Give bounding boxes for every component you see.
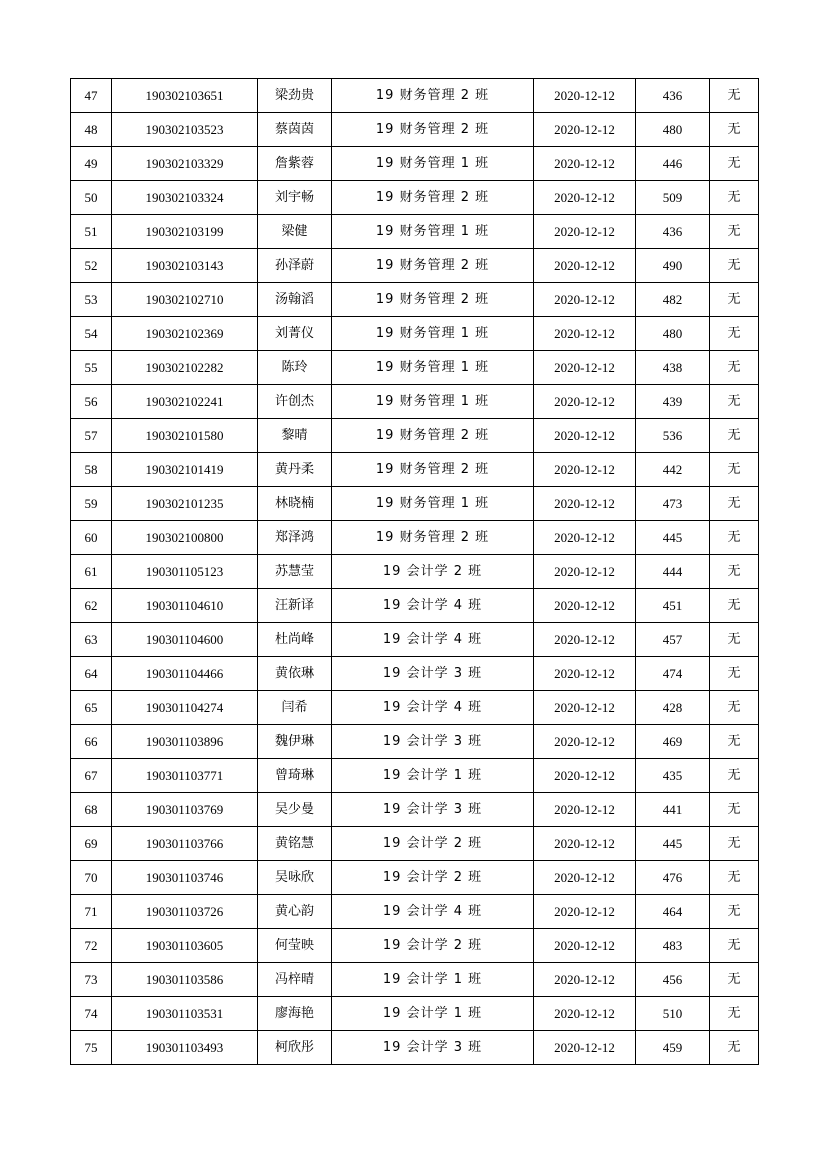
table-row — [71, 589, 759, 623]
row-number-cell: 48 — [71, 113, 112, 147]
student-name-cell: 吴少曼 — [258, 793, 332, 827]
remark-cell: 无 — [710, 555, 759, 589]
remark-cell: 无 — [710, 113, 759, 147]
student-name-cell: 柯欣彤 — [258, 1031, 332, 1065]
table-row — [71, 861, 759, 895]
score-cell: 457 — [636, 623, 710, 657]
exam-date-cell: 2020-12-12 — [534, 895, 636, 929]
remark-cell: 无 — [710, 215, 759, 249]
student-name-cell: 林晓楠 — [258, 487, 332, 521]
remark-cell: 无 — [710, 317, 759, 351]
score-cell: 483 — [636, 929, 710, 963]
student-id-cell: 190302103329 — [112, 147, 258, 181]
student-name-cell: 刘宇畅 — [258, 181, 332, 215]
table-row — [71, 317, 759, 351]
exam-date-cell: 2020-12-12 — [534, 453, 636, 487]
student-id-cell: 190301105123 — [112, 555, 258, 589]
exam-date-cell: 2020-12-12 — [534, 283, 636, 317]
remark-cell: 无 — [710, 895, 759, 929]
row-number-cell: 47 — [71, 79, 112, 113]
exam-date-cell: 2020-12-12 — [534, 147, 636, 181]
table-row — [71, 759, 759, 793]
table-row — [71, 555, 759, 589]
student-name-cell: 曾琦琳 — [258, 759, 332, 793]
student-name-cell: 刘菁仪 — [258, 317, 332, 351]
class-name-cell: 19 会计学 3 班 — [332, 1031, 534, 1065]
remark-cell: 无 — [710, 657, 759, 691]
table-row — [71, 113, 759, 147]
score-cell: 469 — [636, 725, 710, 759]
exam-date-cell: 2020-12-12 — [534, 1031, 636, 1065]
score-cell: 473 — [636, 487, 710, 521]
score-cell: 442 — [636, 453, 710, 487]
table-row — [71, 793, 759, 827]
student-name-cell: 黄丹柔 — [258, 453, 332, 487]
student-id-cell: 190301104610 — [112, 589, 258, 623]
row-number-cell: 56 — [71, 385, 112, 419]
student-id-cell: 190302101419 — [112, 453, 258, 487]
score-cell: 480 — [636, 317, 710, 351]
student-name-cell: 魏伊琳 — [258, 725, 332, 759]
class-name-cell: 19 财务管理 2 班 — [332, 453, 534, 487]
score-cell: 446 — [636, 147, 710, 181]
class-name-cell: 19 财务管理 2 班 — [332, 249, 534, 283]
remark-cell: 无 — [710, 929, 759, 963]
student-id-cell: 190301103726 — [112, 895, 258, 929]
class-name-cell: 19 会计学 3 班 — [332, 793, 534, 827]
table-row — [71, 453, 759, 487]
score-cell: 474 — [636, 657, 710, 691]
score-cell: 444 — [636, 555, 710, 589]
class-name-cell: 19 会计学 1 班 — [332, 759, 534, 793]
table-row — [71, 623, 759, 657]
student-id-cell: 190302103143 — [112, 249, 258, 283]
student-id-cell: 190301103746 — [112, 861, 258, 895]
remark-cell: 无 — [710, 759, 759, 793]
class-name-cell: 19 财务管理 2 班 — [332, 113, 534, 147]
student-id-cell: 190302102369 — [112, 317, 258, 351]
table-row — [71, 181, 759, 215]
table-row — [71, 487, 759, 521]
student-id-cell: 190302102282 — [112, 351, 258, 385]
student-name-cell: 吴咏欣 — [258, 861, 332, 895]
score-cell: 456 — [636, 963, 710, 997]
class-name-cell: 19 会计学 4 班 — [332, 691, 534, 725]
score-cell: 439 — [636, 385, 710, 419]
score-cell: 510 — [636, 997, 710, 1031]
student-name-cell: 詹紫蓉 — [258, 147, 332, 181]
score-cell: 536 — [636, 419, 710, 453]
student-id-cell: 190301103586 — [112, 963, 258, 997]
row-number-cell: 64 — [71, 657, 112, 691]
exam-date-cell: 2020-12-12 — [534, 351, 636, 385]
class-name-cell: 19 会计学 4 班 — [332, 895, 534, 929]
table-row — [71, 419, 759, 453]
table-body — [71, 79, 759, 1065]
student-id-cell: 190302103199 — [112, 215, 258, 249]
row-number-cell: 50 — [71, 181, 112, 215]
table-row — [71, 249, 759, 283]
class-name-cell: 19 会计学 2 班 — [332, 827, 534, 861]
row-number-cell: 73 — [71, 963, 112, 997]
student-name-cell: 陈玲 — [258, 351, 332, 385]
exam-date-cell: 2020-12-12 — [534, 827, 636, 861]
row-number-cell: 66 — [71, 725, 112, 759]
row-number-cell: 69 — [71, 827, 112, 861]
student-id-cell: 190301104466 — [112, 657, 258, 691]
remark-cell: 无 — [710, 181, 759, 215]
table-row — [71, 691, 759, 725]
student-name-cell: 冯梓晴 — [258, 963, 332, 997]
score-cell: 480 — [636, 113, 710, 147]
remark-cell: 无 — [710, 249, 759, 283]
row-number-cell: 75 — [71, 1031, 112, 1065]
table-row — [71, 147, 759, 181]
exam-date-cell: 2020-12-12 — [534, 317, 636, 351]
score-cell: 482 — [636, 283, 710, 317]
exam-date-cell: 2020-12-12 — [534, 963, 636, 997]
exam-date-cell: 2020-12-12 — [534, 691, 636, 725]
student-name-cell: 黎晴 — [258, 419, 332, 453]
class-name-cell: 19 财务管理 1 班 — [332, 351, 534, 385]
student-name-cell: 许创杰 — [258, 385, 332, 419]
exam-date-cell: 2020-12-12 — [534, 555, 636, 589]
remark-cell: 无 — [710, 453, 759, 487]
table-row — [71, 215, 759, 249]
remark-cell: 无 — [710, 147, 759, 181]
exam-date-cell: 2020-12-12 — [534, 249, 636, 283]
table-row — [71, 997, 759, 1031]
score-cell: 445 — [636, 827, 710, 861]
class-name-cell: 19 财务管理 2 班 — [332, 283, 534, 317]
remark-cell: 无 — [710, 793, 759, 827]
remark-cell: 无 — [710, 725, 759, 759]
student-name-cell: 汤翰滔 — [258, 283, 332, 317]
class-name-cell: 19 财务管理 2 班 — [332, 181, 534, 215]
student-name-cell: 梁劲贵 — [258, 79, 332, 113]
class-name-cell: 19 会计学 4 班 — [332, 623, 534, 657]
row-number-cell: 55 — [71, 351, 112, 385]
class-name-cell: 19 财务管理 1 班 — [332, 385, 534, 419]
row-number-cell: 49 — [71, 147, 112, 181]
student-id-cell: 190301103766 — [112, 827, 258, 861]
exam-date-cell: 2020-12-12 — [534, 793, 636, 827]
class-name-cell: 19 财务管理 1 班 — [332, 317, 534, 351]
class-name-cell: 19 会计学 2 班 — [332, 555, 534, 589]
class-name-cell: 19 会计学 2 班 — [332, 929, 534, 963]
exam-date-cell: 2020-12-12 — [534, 725, 636, 759]
score-cell: 428 — [636, 691, 710, 725]
student-id-cell: 190301103605 — [112, 929, 258, 963]
student-id-cell: 190302102241 — [112, 385, 258, 419]
row-number-cell: 71 — [71, 895, 112, 929]
class-name-cell: 19 财务管理 2 班 — [332, 521, 534, 555]
student-name-cell: 廖海艳 — [258, 997, 332, 1031]
student-id-cell: 190301104600 — [112, 623, 258, 657]
student-id-cell: 190301103531 — [112, 997, 258, 1031]
student-id-cell: 190301103493 — [112, 1031, 258, 1065]
remark-cell: 无 — [710, 827, 759, 861]
row-number-cell: 70 — [71, 861, 112, 895]
score-cell: 436 — [636, 79, 710, 113]
exam-date-cell: 2020-12-12 — [534, 521, 636, 555]
row-number-cell: 51 — [71, 215, 112, 249]
row-number-cell: 67 — [71, 759, 112, 793]
table-row — [71, 283, 759, 317]
remark-cell: 无 — [710, 419, 759, 453]
remark-cell: 无 — [710, 283, 759, 317]
score-cell: 464 — [636, 895, 710, 929]
student-name-cell: 杜尚峰 — [258, 623, 332, 657]
table-row — [71, 725, 759, 759]
remark-cell: 无 — [710, 487, 759, 521]
row-number-cell: 74 — [71, 997, 112, 1031]
table-row — [71, 895, 759, 929]
row-number-cell: 68 — [71, 793, 112, 827]
class-name-cell: 19 会计学 3 班 — [332, 725, 534, 759]
score-cell: 509 — [636, 181, 710, 215]
score-cell: 476 — [636, 861, 710, 895]
class-name-cell: 19 财务管理 1 班 — [332, 487, 534, 521]
student-name-cell: 黄心韵 — [258, 895, 332, 929]
class-name-cell: 19 会计学 1 班 — [332, 997, 534, 1031]
class-name-cell: 19 财务管理 2 班 — [332, 79, 534, 113]
exam-date-cell: 2020-12-12 — [534, 623, 636, 657]
exam-date-cell: 2020-12-12 — [534, 929, 636, 963]
remark-cell: 无 — [710, 521, 759, 555]
exam-date-cell: 2020-12-12 — [534, 487, 636, 521]
class-name-cell: 19 会计学 1 班 — [332, 963, 534, 997]
student-name-cell: 汪新译 — [258, 589, 332, 623]
student-name-cell: 黄依琳 — [258, 657, 332, 691]
student-id-cell: 190302101235 — [112, 487, 258, 521]
remark-cell: 无 — [710, 997, 759, 1031]
score-cell: 490 — [636, 249, 710, 283]
table-row — [71, 79, 759, 113]
student-name-cell: 何莹映 — [258, 929, 332, 963]
table-row — [71, 351, 759, 385]
remark-cell: 无 — [710, 589, 759, 623]
table-row — [71, 827, 759, 861]
exam-date-cell: 2020-12-12 — [534, 861, 636, 895]
remark-cell: 无 — [710, 861, 759, 895]
row-number-cell: 54 — [71, 317, 112, 351]
score-cell: 441 — [636, 793, 710, 827]
student-name-cell: 孙泽蔚 — [258, 249, 332, 283]
remark-cell: 无 — [710, 79, 759, 113]
row-number-cell: 61 — [71, 555, 112, 589]
remark-cell: 无 — [710, 385, 759, 419]
class-name-cell: 19 会计学 2 班 — [332, 861, 534, 895]
student-name-cell: 黄铭慧 — [258, 827, 332, 861]
remark-cell: 无 — [710, 963, 759, 997]
student-id-cell: 190302103324 — [112, 181, 258, 215]
row-number-cell: 52 — [71, 249, 112, 283]
exam-date-cell: 2020-12-12 — [534, 79, 636, 113]
remark-cell: 无 — [710, 691, 759, 725]
table-row — [71, 929, 759, 963]
class-name-cell: 19 财务管理 2 班 — [332, 419, 534, 453]
row-number-cell: 72 — [71, 929, 112, 963]
exam-date-cell: 2020-12-12 — [534, 215, 636, 249]
exam-date-cell: 2020-12-12 — [534, 419, 636, 453]
exam-date-cell: 2020-12-12 — [534, 181, 636, 215]
score-table — [70, 78, 759, 1065]
class-name-cell: 19 会计学 3 班 — [332, 657, 534, 691]
score-cell: 438 — [636, 351, 710, 385]
row-number-cell: 65 — [71, 691, 112, 725]
row-number-cell: 58 — [71, 453, 112, 487]
student-name-cell: 苏慧莹 — [258, 555, 332, 589]
score-cell: 436 — [636, 215, 710, 249]
row-number-cell: 59 — [71, 487, 112, 521]
remark-cell: 无 — [710, 623, 759, 657]
table-row — [71, 657, 759, 691]
class-name-cell: 19 财务管理 1 班 — [332, 147, 534, 181]
student-id-cell: 190301103771 — [112, 759, 258, 793]
student-id-cell: 190302100800 — [112, 521, 258, 555]
table-row — [71, 385, 759, 419]
class-name-cell: 19 财务管理 1 班 — [332, 215, 534, 249]
remark-cell: 无 — [710, 1031, 759, 1065]
student-id-cell: 190302103651 — [112, 79, 258, 113]
row-number-cell: 53 — [71, 283, 112, 317]
exam-date-cell: 2020-12-12 — [534, 113, 636, 147]
student-id-cell: 190301104274 — [112, 691, 258, 725]
student-name-cell: 梁健 — [258, 215, 332, 249]
student-name-cell: 闫希 — [258, 691, 332, 725]
table-row — [71, 963, 759, 997]
remark-cell: 无 — [710, 351, 759, 385]
score-cell: 435 — [636, 759, 710, 793]
student-name-cell: 郑泽鸿 — [258, 521, 332, 555]
row-number-cell: 57 — [71, 419, 112, 453]
exam-date-cell: 2020-12-12 — [534, 997, 636, 1031]
student-id-cell: 190302103523 — [112, 113, 258, 147]
score-cell: 445 — [636, 521, 710, 555]
class-name-cell: 19 会计学 4 班 — [332, 589, 534, 623]
row-number-cell: 60 — [71, 521, 112, 555]
row-number-cell: 63 — [71, 623, 112, 657]
row-number-cell: 62 — [71, 589, 112, 623]
score-cell: 451 — [636, 589, 710, 623]
student-id-cell: 190301103769 — [112, 793, 258, 827]
score-cell: 459 — [636, 1031, 710, 1065]
exam-date-cell: 2020-12-12 — [534, 385, 636, 419]
exam-date-cell: 2020-12-12 — [534, 657, 636, 691]
student-id-cell: 190302102710 — [112, 283, 258, 317]
table-row — [71, 521, 759, 555]
table-row — [71, 1031, 759, 1065]
exam-date-cell: 2020-12-12 — [534, 589, 636, 623]
student-id-cell: 190302101580 — [112, 419, 258, 453]
student-name-cell: 蔡茵茵 — [258, 113, 332, 147]
student-id-cell: 190301103896 — [112, 725, 258, 759]
exam-date-cell: 2020-12-12 — [534, 759, 636, 793]
